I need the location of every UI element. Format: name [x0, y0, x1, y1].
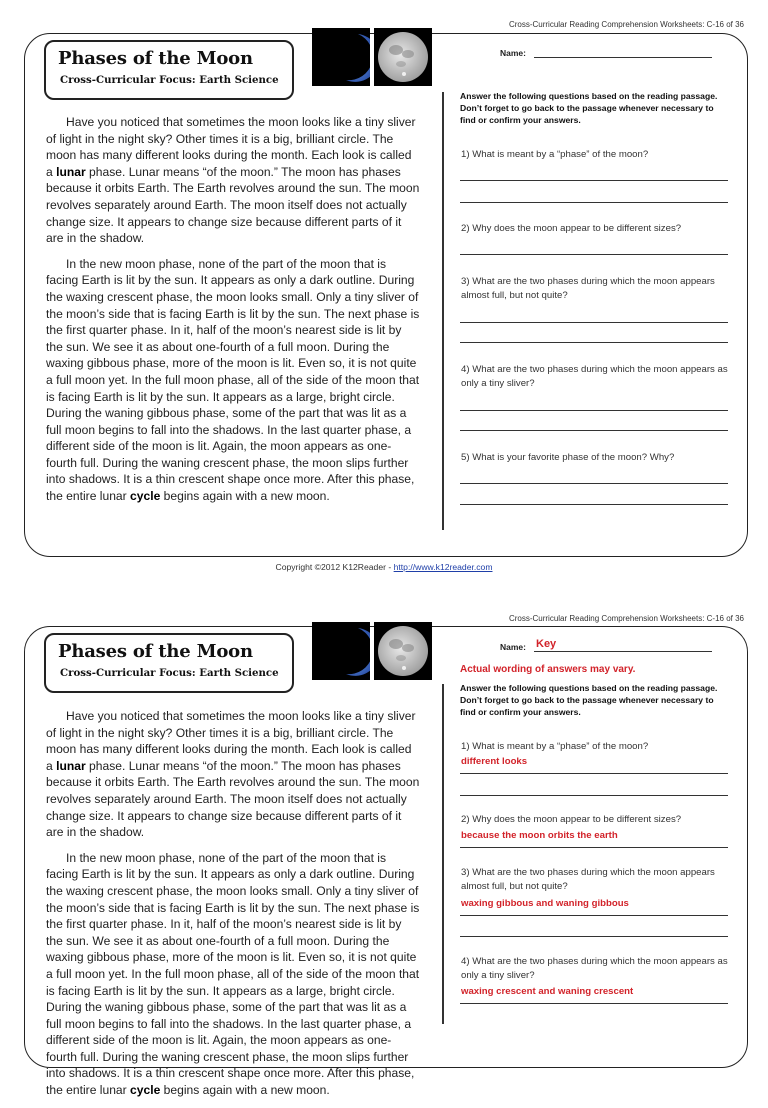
full-moon-image	[374, 622, 432, 680]
worksheet-header-key: Cross-Curricular Reading Comprehension Worksheets: C-16 of 36	[508, 614, 744, 623]
crescent-moon-image	[312, 28, 370, 86]
question-3: 3) What are the two phases during which the moon appears almost full, but not quite?	[461, 276, 715, 301]
instructions-key: Answer the following questions based on the reading passage. Don’t forget to go back to the passage whenever necessary to find or confirm your answers.	[460, 683, 718, 717]
question-2: 2) Why does the moon appear to be different sizes?	[461, 223, 682, 234]
name-field[interactable]	[534, 57, 712, 58]
answer-2: because the moon orbits the earth	[461, 830, 618, 841]
passage-paragraph-2: In the new moon phase, none of the part of the moon that is facing Earth is lit by the sun. It appears as only a dark outline. During the waxing crescent phase, the moon looks small. Only a tiny sliver of the moon’s side that is facing Earth is lit by the sun. The next phase is the first quarter phase. In it, half of the moon’s nearest side is lit by the sun. We see it as about one-fourth of a full moon. During the waxing gibbous phase, more of the moon is lit. Even so, it is not quite a full moon yet. In the full moon phase, all of the side of the moon that is facing Earth is lit by the sun. It appears as a large, bright circle. During the waning gibbous phase, some of the part that was lit as a full moon begins to fall into the shadows. In the last quarter phase, a different side of the moon is lit. Again, the moon appears as one-fourth full. During the waning crescent phase, the moon slips further into shadows. It is a thin crescent shape once more. After this phase, the entire lunar cycle begins again with a new moon.	[46, 850, 420, 1098]
worksheet-header: Cross-Curricular Reading Comprehension Worksheets: C-16 of 36	[508, 20, 744, 29]
passage-paragraph-1: Have you noticed that sometimes the moon looks like a tiny sliver of light in the night sky? Other times it is a big, brilliant circle. The moon has many different looks during the month. Each look is called a lunar phase. Lunar means “of the moon.” The moon has phases because it orbits Earth. The Earth revolves around the sun. The moon revolves separately around Earth. The moon itself does not actually change size. It appears to change size because different parts of it are in the shadow.	[46, 709, 420, 840]
question-4: 4) What are the two phases during which the moon appears as only a tiny sliver?	[461, 364, 728, 389]
answer-line[interactable]	[460, 936, 728, 937]
answer-line[interactable]	[460, 410, 728, 411]
column-divider	[442, 92, 444, 530]
question-4: 4) What are the two phases during which the moon appears as only a tiny sliver?	[461, 956, 728, 981]
name-field[interactable]	[534, 651, 712, 652]
reading-passage	[46, 114, 420, 514]
page-title-key: Phases of the Moon	[58, 641, 253, 662]
instructions: Answer the following questions based on the reading passage. Don’t forget to go back to the passage whenever necessary to find or confirm your answers.	[460, 91, 718, 125]
title-box-key	[44, 633, 294, 693]
name-key-value: Key	[536, 638, 557, 650]
passage-paragraph-1: Have you noticed that sometimes the moon looks like a tiny sliver of light in the night sky? Other times it is a big, brilliant circle. The moon has many different looks during the month. Each look is called a lunar phase. Lunar means “of the moon.” The moon has phases because it orbits Earth. The Earth revolves around the sun. The moon revolves separately around Earth. The moon itself does not actually change size. It appears to change size because different parts of it are in the shadow.	[46, 115, 420, 246]
copyright: Copyright ©2012 K12Reader - http://www.k12reader.com	[275, 562, 493, 572]
answer-line[interactable]	[460, 504, 728, 505]
answer-line[interactable]	[460, 322, 728, 323]
answer-line[interactable]	[460, 483, 728, 484]
question-2: 2) Why does the moon appear to be different sizes?	[461, 814, 682, 825]
question-3: 3) What are the two phases during which the moon appears almost full, but not quite?	[461, 867, 715, 892]
answers-vary-note: Actual wording of answers may vary.	[460, 664, 636, 675]
page-subtitle-key: Cross-Curricular Focus: Earth Science	[60, 667, 279, 679]
answer-line[interactable]	[460, 795, 728, 796]
answer-line[interactable]	[460, 180, 728, 181]
answer-line[interactable]	[460, 202, 728, 203]
answer-1: different looks	[461, 756, 528, 767]
name-label: Name:	[500, 48, 526, 58]
answer-4: waxing crescent and waning crescent	[461, 986, 634, 997]
k12reader-link[interactable]: http://www.k12reader.com	[393, 562, 493, 572]
title-box	[44, 40, 294, 100]
answer-line[interactable]	[460, 847, 728, 848]
answer-line[interactable]	[460, 1003, 728, 1004]
page-title: Phases of the Moon	[58, 48, 253, 69]
question-5: 5) What is your favorite phase of the moon? Why?	[461, 452, 675, 463]
reading-passage-key	[46, 708, 420, 1108]
name-label: Name:	[500, 642, 526, 652]
answer-line[interactable]	[460, 915, 728, 916]
column-divider	[442, 684, 444, 1024]
answer-line[interactable]	[460, 773, 728, 774]
passage-paragraph-2: In the new moon phase, none of the part of the moon that is facing Earth is lit by the sun. It appears as only a dark outline. During the waxing crescent phase, the moon looks small. Only a tiny sliver of the moon’s side that is facing Earth is lit by the sun. The next phase is the first quarter phase. In it, half of the moon’s nearest side is lit by the sun. We see it as about one-fourth of a full moon. During the waxing gibbous phase, more of the moon is lit. Even so, it is not quite a full moon yet. In the full moon phase, all of the side of the moon that is facing Earth is lit by the sun. It appears as a large, bright circle. During the waning gibbous phase, some of the part that was lit as a full moon begins to fall into the shadows. In the last quarter phase, a different side of the moon is lit. Again, the moon appears as one-fourth full. During the waning crescent phase, the moon slips further into shadows. It is a thin crescent shape once more. After this phase, the entire lunar cycle begins again with a new moon.	[46, 256, 420, 504]
full-moon-image	[374, 28, 432, 86]
question-1: 1) What is meant by a “phase” of the moon?	[461, 741, 649, 752]
crescent-moon-image	[312, 622, 370, 680]
page-subtitle: Cross-Curricular Focus: Earth Science	[60, 74, 279, 86]
answer-line[interactable]	[460, 254, 728, 255]
answer-3: waxing gibbous and waning gibbous	[461, 898, 629, 909]
answer-line[interactable]	[460, 430, 728, 431]
question-1: 1) What is meant by a “phase” of the moon?	[461, 149, 649, 160]
answer-line[interactable]	[460, 342, 728, 343]
